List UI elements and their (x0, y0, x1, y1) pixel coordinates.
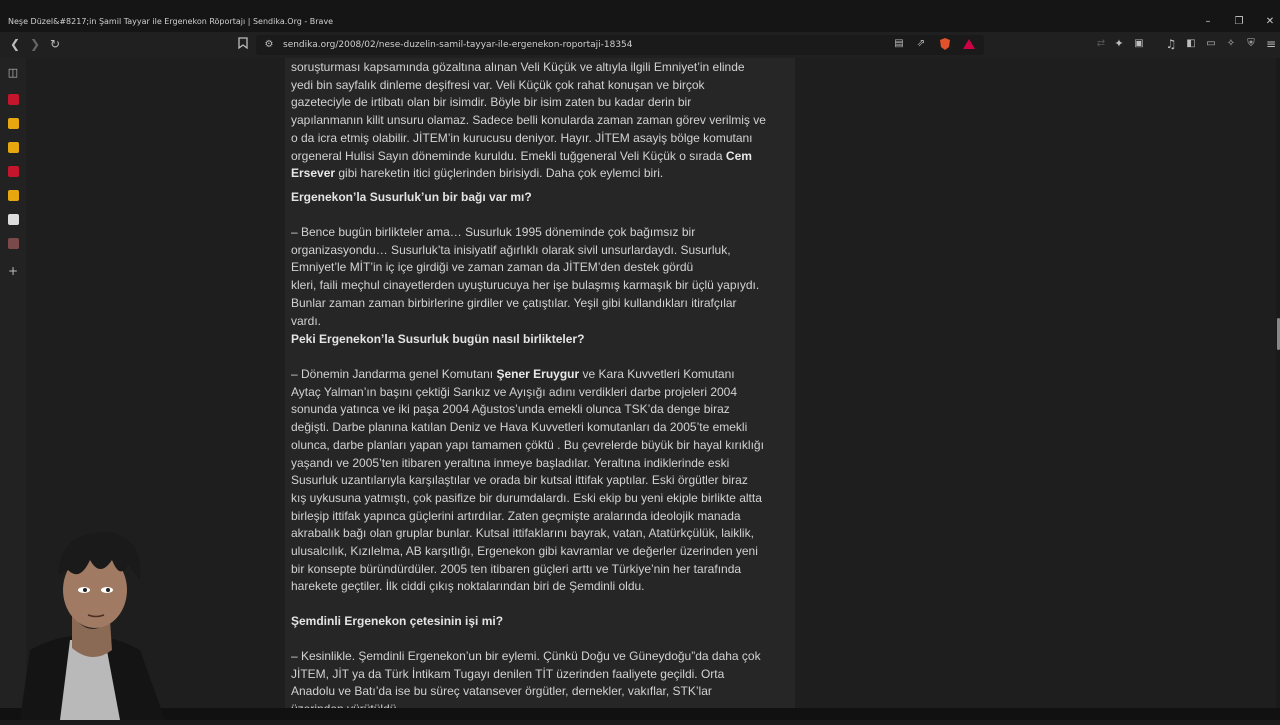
site-icon[interactable] (8, 238, 19, 249)
close-button[interactable]: ✕ (1265, 16, 1275, 27)
reload-icon[interactable]: ↻ (49, 37, 61, 51)
title-bar (0, 0, 1280, 32)
sync-icon[interactable]: ⇄ (1096, 38, 1106, 49)
question-heading: Ergenekon’la Susurluk’un bir bağı var mı? (291, 190, 532, 204)
leo-ai-icon[interactable]: ✧ (1226, 38, 1236, 49)
bold-name: Şener Eruygur (496, 367, 580, 381)
brave-rewards-icon[interactable] (962, 37, 976, 51)
brave-shields-icon[interactable] (938, 37, 952, 51)
bookmark-icon[interactable] (236, 37, 250, 51)
window-title: Neşe Düzel&#8217;in Şamil Tayyar ile Ergenekon Röportajı | Sendika.Org - Brave (8, 17, 334, 26)
bold-name: Cem Ersever (291, 148, 752, 181)
screenshot-icon[interactable]: ▣ (1134, 38, 1144, 49)
back-icon[interactable]: ❮ (9, 37, 21, 51)
add-icon[interactable]: + (7, 264, 19, 278)
scrollbar[interactable] (1276, 58, 1280, 708)
article-paragraph: – Dönemin Jandarma genel Komutanı Şener Eruygur ve Kara Kuvvetleri Komutanı Aytaç Yalman’ın başını çektiği Sarıkız ve Ayışığı adını verdikleri darbe projeleri 2004 sonunda yatınca ve iki paşa 2004 Ağustos’unda emekli olunca TSK’da denge biraz değişti. Darbe planına katılan Deniz ve Hava Kuvvetleri komutanları da 2005’te emekli olunca, darbe planları yapan yapı tamamen çöktü . Bu çevrelerde büyük bir hayal kırıklığı yaşandı ve 2005’ten itibaren yeraltına inmeye başladılar. Yeraltına indiklerinde eski Susurluk uzantılarıyla karşılaştılar ve orada bir kutsal ittifak yaptılar. Eski örgütler biraz kış uykusuna yatmıştı, çok pasifize bir durumdalardı. Eski ekip bu yeni ekiple birlikte altta birleşip ittifak yapınca güçlerini artırdılar. Zaten geçmişte aralarında ideolojik manada akrabalık bağı olan gruplar bunlar. Kutsal ittifaklarını bayrak, vatan, Atatürkçülük, laiklik, ulusalcılık, Kızılelma, AB karşıtlığı, Ergenekon gibi kavramlar ve değerler üzerinden yeni bir konsepte büründürdüler. 2005 ten itibaren güçleri arttı ve Türkiye’nin her tarafında harekete geçtiler. İlk ciddi çıkış noktalarından biri de Şemdinli oldu. (291, 367, 764, 594)
forward-icon[interactable]: ❯ (29, 37, 41, 51)
url-text[interactable]: sendika.org/2008/02/nese-duzelin-samil-tayyar-ile-ergenekon-roportaji-18354 (283, 40, 633, 50)
sidebar-toggle-icon[interactable]: ◧ (1186, 38, 1196, 49)
article-paragraph: – Bence bugün birlikteler ama… Susurluk 1995 döneminde çok bağımsız bir organizasyondu… Susurluk’ta inisiyatif ağırlıklı olarak sivil unsurlardaydı. Susurluk, Emniyet’le MİT’in iç içe girdiği ve zaman zaman da JİTEM’den destek gördü kleri, faili meçhul cinayetlerden uyuşturucuya her işe bulaşmış karmaşık bir üçlü yapıydı. Bunlar zaman zaman birbirlerine girdiler ve çatıştılar. Yeşil gibi kullandıkları itirafçılar vardı. (291, 225, 760, 328)
article-paragraph: – Kesinlikle. Şemdinli Ergenekon’un bir eylemi. Çünkü Doğu ve Güneydoğu”da daha çok JİTEM, JİT ya da Türk İntikam Tugayı denilen TİT üzerinden faaliyete geçildi. Orta Anadolu ve Batı’da ise bu süreç vatansever örgütler, dernekler, vakıflar, STK’lar (291, 649, 761, 699)
reader-mode-icon[interactable]: ▤ (894, 38, 904, 49)
minimize-button[interactable]: – (1205, 16, 1211, 27)
youtube-icon[interactable] (8, 94, 19, 105)
youtube-icon[interactable] (8, 166, 19, 177)
bookmark-app-icon[interactable] (8, 142, 19, 153)
bookmark-app-icon[interactable] (8, 118, 19, 129)
site-settings-icon[interactable]: ⚙ (264, 39, 274, 50)
question-heading: Peki Ergenekon’la Susurluk bugün nasıl birlikteler? (291, 332, 585, 346)
streamer-avatar (0, 520, 170, 720)
share-icon[interactable]: ⇗ (916, 38, 926, 49)
notion-icon[interactable] (8, 214, 19, 225)
bookmark-app-icon[interactable] (8, 190, 19, 201)
media-icon[interactable]: ♫ (1165, 37, 1177, 51)
article-paragraph: soruşturması kapsamında gözaltına alınan Veli Küçük ve altıyla ilgili Emniyet’in elinde yedi bin sayfalık dinleme deşifresi var. Veli Küçük çok rahat konuşan ve birçok gazeteciyle de irtibatı olan bir isimdir. Böyle bir isim zaten bu kadar derin bir yapılanmanın kilit unsuru olamaz. Sadece belli konularda zaman zaman görev verilmiş ve o da icra etmiş olabilir. JİTEM’in kurucusu deniyor. Hayır. JİTEM asayiş bölge komutanı orgeneral Hulisi Sayın döneminde kuruldu. Emekli tuğgeneral Veli Küçük o sırada Cem Ersever gibi hareketin itici güçlerinden birisiydi. Daha çok eylemci biri. (291, 60, 766, 181)
question-heading: Şemdinli Ergenekon çetesinin işi mi? (291, 614, 504, 628)
bottom-bar (0, 708, 1280, 720)
maximize-button[interactable]: ❐ (1234, 16, 1244, 27)
sidebar-panel-icon[interactable]: ◫ (7, 66, 19, 79)
vpn-icon[interactable]: ⛨ (1247, 38, 1255, 49)
wallet-icon[interactable]: ▭ (1206, 38, 1216, 49)
menu-icon[interactable]: ≡ (1265, 37, 1277, 51)
extensions-icon[interactable]: ✦ (1114, 37, 1124, 50)
